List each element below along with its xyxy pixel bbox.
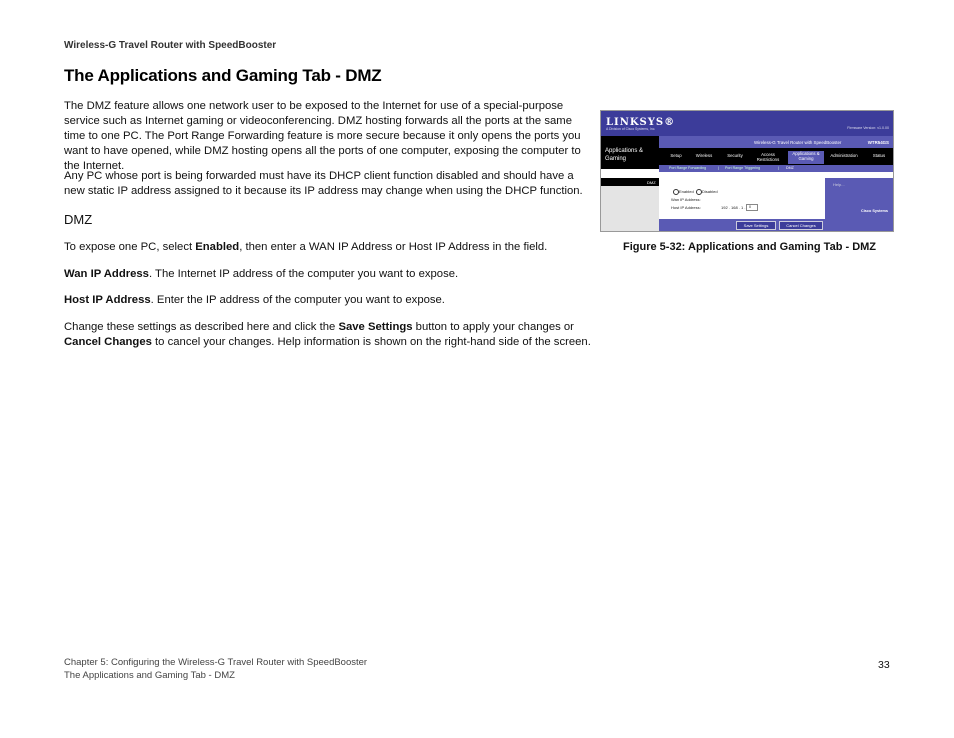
cancel-changes-button[interactable]: Cancel Changes (779, 221, 823, 230)
subtab-port-range-triggering[interactable]: Port Range Triggering (725, 166, 761, 170)
firmware-version: Firmware Version: v1.0.00 (847, 126, 889, 130)
paragraph-save (64, 320, 592, 350)
page-number: 33 (878, 659, 890, 671)
subtab-separator: | (718, 166, 719, 170)
text: Change these settings as described here and click the (64, 321, 339, 333)
radio-enabled-label: Enabled (679, 189, 694, 194)
text: . Enter the IP address of the computer you want to expose. (150, 294, 445, 306)
figure-caption: Figure 5-32: Applications and Gaming Tab - DMZ (623, 241, 877, 253)
paragraph-intro: The DMZ feature allows one network user to be exposed to the Internet for use of a special-purpose service such as Internet gaming or videoconferencing. DMZ hosting forwards all the ports at the same time to one PC. The Port Range Forwarding feature is more secure because it only opens the ports you want to have opened, while DMZ hosting opens all the ports of one computer, exposing the computer to the Internet. (64, 100, 581, 172)
cisco-logo: Cisco Systems (861, 209, 889, 213)
text: . The Internet IP address of the computer you want to expose. (148, 268, 459, 280)
help-link[interactable]: Help... (833, 182, 845, 187)
text: button to apply your changes or (412, 321, 574, 333)
linksys-logo: LINKSYS® (606, 117, 676, 128)
subtab-dmz[interactable]: DMZ (786, 166, 794, 170)
host-ip-label: Host IP Address: (671, 205, 701, 210)
radio-disabled-label: Disabled (702, 189, 718, 194)
tab-wireless[interactable]: Wireless (695, 153, 713, 158)
product-name: Wireless-G Travel Router with SpeedBooster (754, 140, 842, 145)
subtab-port-range-forwarding[interactable]: Port Range Forwarding (669, 166, 707, 170)
save-settings-button[interactable]: Save Settings (736, 221, 776, 230)
subheading-dmz: DMZ (64, 212, 93, 227)
figure-screenshot (600, 110, 894, 232)
term-enabled: Enabled (195, 241, 240, 253)
tab-access-restrictions[interactable]: Access Restrictions (756, 152, 780, 162)
paragraph-expose (64, 240, 592, 255)
host-ip-input[interactable] (746, 204, 758, 211)
tab-security[interactable]: Security (727, 153, 743, 158)
term-host-ip: Host IP Address (64, 294, 151, 306)
host-ip-value: 0 (749, 205, 751, 209)
tab-setup[interactable]: Setup (670, 153, 682, 158)
term-wan-ip: Wan IP Address (64, 268, 149, 280)
footer-section: The Applications and Gaming Tab - DMZ (64, 670, 235, 681)
term-cancel-changes: Cancel Changes (64, 336, 152, 348)
paragraph-host-ip (64, 293, 592, 308)
left-section-label: DMZ (647, 180, 656, 185)
tab-applications-gaming[interactable]: Applications & Gaming (788, 151, 824, 164)
tab-status[interactable]: Status (872, 153, 886, 158)
wan-ip-label: Wan IP Address: (671, 197, 701, 202)
model-number: WTR54GS (867, 140, 889, 145)
running-header: Wireless-G Travel Router with SpeedBooster (64, 40, 277, 51)
paragraph-wan-ip (64, 267, 592, 282)
paragraph-dhcp-note: Any PC whose port is being forwarded must have its DHCP client function disabled and should have a new static IP address assigned to it because its IP address may change when using the DHCP function. (64, 170, 583, 197)
subtab-separator: | (778, 166, 779, 170)
text: To expose one PC, select (64, 241, 196, 253)
footer-chapter: Chapter 5: Configuring the Wireless-G Travel Router with SpeedBooster (64, 657, 368, 668)
section-title: Applications & Gaming (605, 148, 644, 162)
page-title: The Applications and Gaming Tab - DMZ (64, 66, 382, 85)
host-ip-prefix: 192 . 168 . 1 . (721, 205, 746, 210)
text: to cancel your changes. Help information is shown on the right-hand side of the screen. (151, 336, 591, 348)
text: , then enter a WAN IP Address or Host IP Address in the field. (239, 241, 548, 253)
term-save-settings: Save Settings (338, 321, 413, 333)
logo-subtitle: A Division of Cisco Systems, Inc. (606, 127, 656, 131)
tab-administration[interactable]: Administration (830, 153, 858, 158)
